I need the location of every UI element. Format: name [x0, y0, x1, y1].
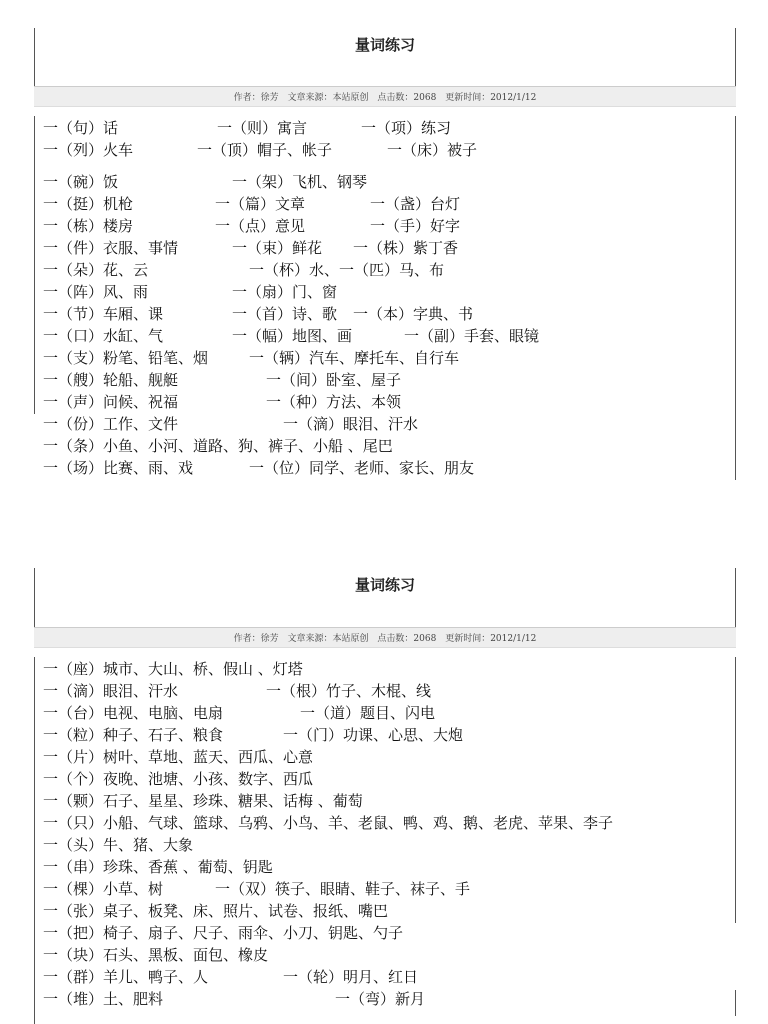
entry: 一（弯）新月	[335, 990, 426, 1008]
meta-source: 文章来源：本站原创	[287, 93, 369, 103]
list-line	[43, 746, 313, 768]
entry: 一（艘）轮船、舰艇	[43, 371, 179, 389]
list-line	[43, 139, 477, 161]
entry: 一（栋）楼房	[43, 217, 134, 235]
entry: 一（颗）石子、星星、珍珠、糖果、话梅 、葡萄	[43, 792, 363, 810]
entry: 一（挺）机枪	[43, 195, 134, 213]
entry: 一（位）同学、老师、家长、朋友	[249, 459, 475, 477]
entry: 一（点）意见	[215, 217, 306, 235]
list-line	[43, 680, 431, 702]
entry: 一（种）方法、本领	[266, 393, 402, 411]
worksheet-page-1	[0, 0, 768, 490]
entry: 一（则）寓言	[217, 119, 308, 137]
entry: 一（幅）地图、画	[232, 327, 353, 345]
left-border-body	[34, 116, 35, 414]
entry: 一（株）紫丁香	[353, 239, 459, 257]
page-title: 量词练习	[354, 36, 415, 54]
entry: 一（朵）花、云	[43, 261, 149, 279]
list-line	[43, 391, 401, 413]
list-line	[43, 856, 273, 878]
list-line	[43, 215, 460, 237]
entry: 一（棵）小草、树	[43, 880, 164, 898]
entry: 一（根）竹子、木棍、线	[266, 682, 432, 700]
entry: 一（篇）文章	[215, 195, 306, 213]
entry: 一（支）粉笔、铅笔、烟	[43, 349, 209, 367]
entry: 一（道）题目、闪电	[300, 704, 436, 722]
entry: 一（滴）眼泪、汗水	[283, 415, 419, 433]
right-border-body	[735, 116, 736, 480]
entry: 一（双）筷子、眼睛、鞋子、袜子、手	[215, 880, 471, 898]
entry: 一（头）牛、猪、大象	[43, 836, 194, 854]
entry: 一（间）卧室、屋子	[266, 371, 402, 389]
entry: 一（块）石头、黑板、面包、橡皮	[43, 946, 269, 964]
entry: 一（项）练习	[361, 119, 452, 137]
right-border-bottom	[735, 990, 736, 1016]
page-title: 量词练习	[354, 576, 415, 594]
entry: 一（件）衣服、事情	[43, 239, 179, 257]
entry: 一（杯）水、一（匹）马、布	[249, 261, 445, 279]
entry: 一（只）小船、气球、篮球、乌鸦、小鸟、羊、老鼠、鸭、鸡、鹅、老虎、苹果、李子	[43, 814, 614, 832]
meta-author: 作者：徐芳	[233, 634, 279, 644]
list-line	[43, 281, 337, 303]
entry: 一（台）电视、电脑、电扇	[43, 704, 224, 722]
meta-bar	[34, 627, 736, 648]
entry: 一（阵）风、雨	[43, 283, 149, 301]
entry: 一（场）比赛、雨、戏	[43, 459, 194, 477]
page-header	[34, 0, 736, 62]
list-line	[43, 413, 418, 435]
list-line	[43, 966, 418, 988]
entry: 一（首）诗、歌	[232, 305, 338, 323]
entry: 一（本）字典、书	[353, 305, 474, 323]
list-line	[43, 790, 363, 812]
list-line	[43, 834, 193, 856]
entry: 一（副）手套、眼镜	[404, 327, 540, 345]
list-line	[43, 435, 393, 457]
list-line	[43, 457, 474, 479]
entry: 一（堆）土、肥料	[43, 990, 164, 1008]
list-line	[43, 922, 403, 944]
meta-updated: 更新时间：2012/1/12	[445, 93, 537, 103]
list-line	[43, 117, 451, 139]
page-header	[34, 540, 736, 602]
entry: 一（节）车厢、课	[43, 305, 164, 323]
entry: 一（粒）种子、石子、粮食	[43, 726, 224, 744]
list-line	[43, 259, 444, 281]
list-line	[43, 369, 401, 391]
list-line	[43, 193, 460, 215]
entry: 一（手）好字	[370, 217, 461, 235]
list-line	[43, 347, 459, 369]
entry: 一（口）水缸、气	[43, 327, 164, 345]
meta-hits: 点击数：2068	[377, 634, 437, 644]
list-line	[43, 325, 539, 347]
worksheet-page-2	[0, 560, 768, 1024]
entry: 一（盏）台灯	[370, 195, 461, 213]
entry: 一（门）功课、心思、大炮	[283, 726, 464, 744]
entry: 一（轮）明月、红日	[283, 968, 419, 986]
entry: 一（张）桌子、板凳、床、照片、试卷、报纸、嘴巴	[43, 902, 389, 920]
list-line	[43, 900, 388, 922]
list-line	[43, 944, 268, 966]
meta-updated: 更新时间：2012/1/12	[445, 634, 537, 644]
list-line	[43, 658, 303, 680]
list-line	[43, 237, 458, 259]
entry: 一（份）工作、文件	[43, 415, 179, 433]
entry: 一（句）话	[43, 119, 119, 137]
right-border-body	[735, 657, 736, 923]
entry: 一（滴）眼泪、汗水	[43, 682, 179, 700]
list-line	[43, 171, 367, 193]
list-line	[43, 303, 473, 325]
entry: 一（床）被子	[387, 141, 478, 159]
list-line	[43, 878, 470, 900]
entry: 一（条）小鱼、小河、道路、狗、裤子、小船 、尾巴	[43, 437, 393, 455]
list-line	[43, 988, 425, 1010]
entry: 一（座）城市、大山、桥、假山 、灯塔	[43, 660, 303, 678]
entry: 一（扇）门、窗	[232, 283, 338, 301]
entry: 一（顶）帽子、帐子	[197, 141, 333, 159]
entry: 一（辆）汽车、摩托车、自行车	[249, 349, 460, 367]
article-meta	[34, 631, 736, 644]
list-line	[43, 768, 313, 790]
entry: 一（束）鲜花	[232, 239, 323, 257]
entry: 一（个）夜晚、池塘、小孩、数字、西瓜	[43, 770, 314, 788]
entry: 一（群）羊儿、鸭子、人	[43, 968, 209, 986]
meta-hits: 点击数：2068	[377, 93, 437, 103]
entry: 一（片）树叶、草地、蓝天、西瓜、心意	[43, 748, 314, 766]
meta-author: 作者：徐芳	[233, 93, 279, 103]
entry: 一（声）问候、祝福	[43, 393, 179, 411]
meta-source: 文章来源：本站原创	[287, 634, 369, 644]
article-meta	[34, 90, 736, 103]
entry: 一（架）飞机、钢琴	[232, 173, 368, 191]
entry: 一（碗）饭	[43, 173, 119, 191]
meta-bar	[34, 86, 736, 107]
list-line	[43, 724, 463, 746]
list-line	[43, 812, 613, 834]
left-border-body	[34, 657, 35, 1024]
entry: 一（把）椅子、扇子、尺子、雨伞、小刀、钥匙、勺子	[43, 924, 404, 942]
entry: 一（列）火车	[43, 141, 134, 159]
entry: 一（串）珍珠、香蕉 、葡萄、钥匙	[43, 858, 273, 876]
list-line	[43, 702, 435, 724]
